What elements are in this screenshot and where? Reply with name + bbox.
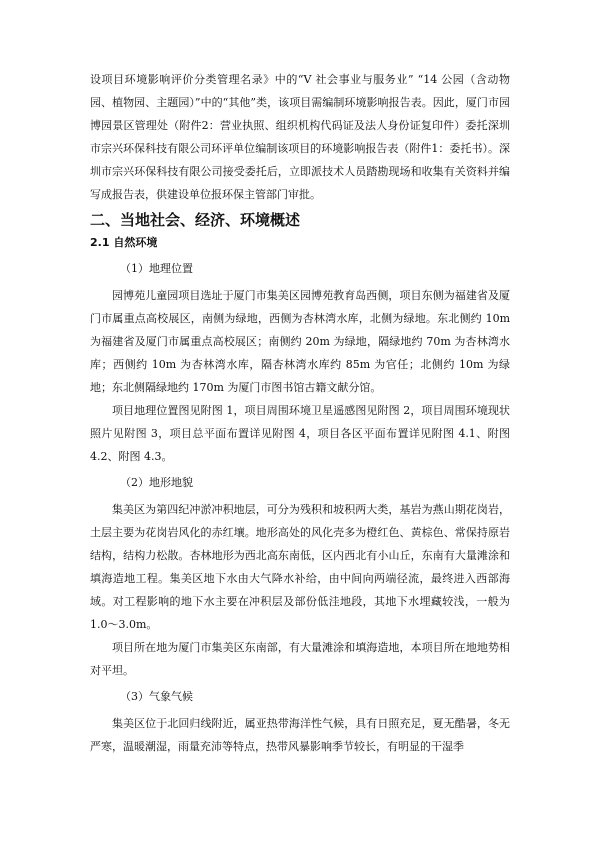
terrain-paragraph-1: 集美区为第四纪冲淤冲积地层，可分为残积和坡积两大类，基岩为燕山期花岗岩，土层主要为花岗岩风化的赤红壤。地形高处的风化壳多为橙红色、黄棕色、常保持原岩结构，结构力松散。杏林地形为西北高东南低，区内西北有小山丘，东南有大量滩涂和填海造地工程。集美区地下水由大气降水补给，由中间向两端径流，最终进入西部海域。对工程影响的地下水主要在冲积层及部份低洼地段，其地下水埋藏较浅，一般为 1.0～3.0m。	[90, 503, 510, 631]
page-content	[90, 68, 510, 758]
location-heading: （1）地理位置	[120, 262, 193, 275]
climate-paragraph-1: 集美区位于北回归线附近，属亚热带海洋性气候，具有日照充足，夏无酷暑，冬无严寒，温暖潮湿，雨量充沛等特点，热带风暴影响季节较长，有明显的干湿季	[90, 717, 510, 753]
climate-heading: （3）气象气候	[120, 690, 193, 703]
intro-paragraph: 设项目环境影响评价分类管理名录》中的“V 社会事业与服务业” “14 公园（含动物园、植物园、主题园）”中的“其他”类，该项目需编制环境影响报告表。因此，厦门市园博园景区管理处（附件2：营业执照、组织机构代码证及法人身份证复印件）委托深圳市宗兴环保科技有限公司环评单位编制该项目的环境影响报告表（附件1：委托书）。深圳市宗兴环保科技有限公司接受委托后，立即派技术人员踏勘现场和收集有关资料并编写成报告表，供建设单位报环保主管部门审批。	[90, 73, 510, 201]
terrain-heading: （2）地形地貌	[120, 476, 193, 489]
location-paragraph-2: 项目地理位置图见附图 1，项目周围环境卫星遥感图见附图 2，项目周围环境现状照片见附图 3，项目总平面布置详见附图 4，项目各区平面布置详见附图 4.1、附图 4.2、附图 4.3。	[90, 404, 510, 463]
location-paragraph-1: 园博苑儿童园项目选址于厦门市集美区园博苑教育岛西侧，项目东侧为福建省及厦门市属重点高校展区，南侧为绿地，西侧为杏林湾水库，北侧为绿地。东北侧约 10m 为福建省及厦门市属重点高校展区；南侧约 20m 为绿地，隔绿地约 70m 为杏林湾水库；西侧约 10m 为杏林湾水库，隔杏林湾水库约 85m 为官任；北侧约 10m 为绿地；东北侧隔绿地约 170m 为厦门市图书馆古籍文献分馆。	[90, 289, 510, 394]
section-heading: 二、当地社会、经济、环境概述	[90, 211, 301, 229]
subsection-heading: 2.1 自然环境	[90, 236, 158, 249]
terrain-paragraph-2: 项目所在地为厦门市集美区东南部，有大量滩涂和填海造地，本项目所在地地势相对平坦。	[90, 641, 510, 677]
